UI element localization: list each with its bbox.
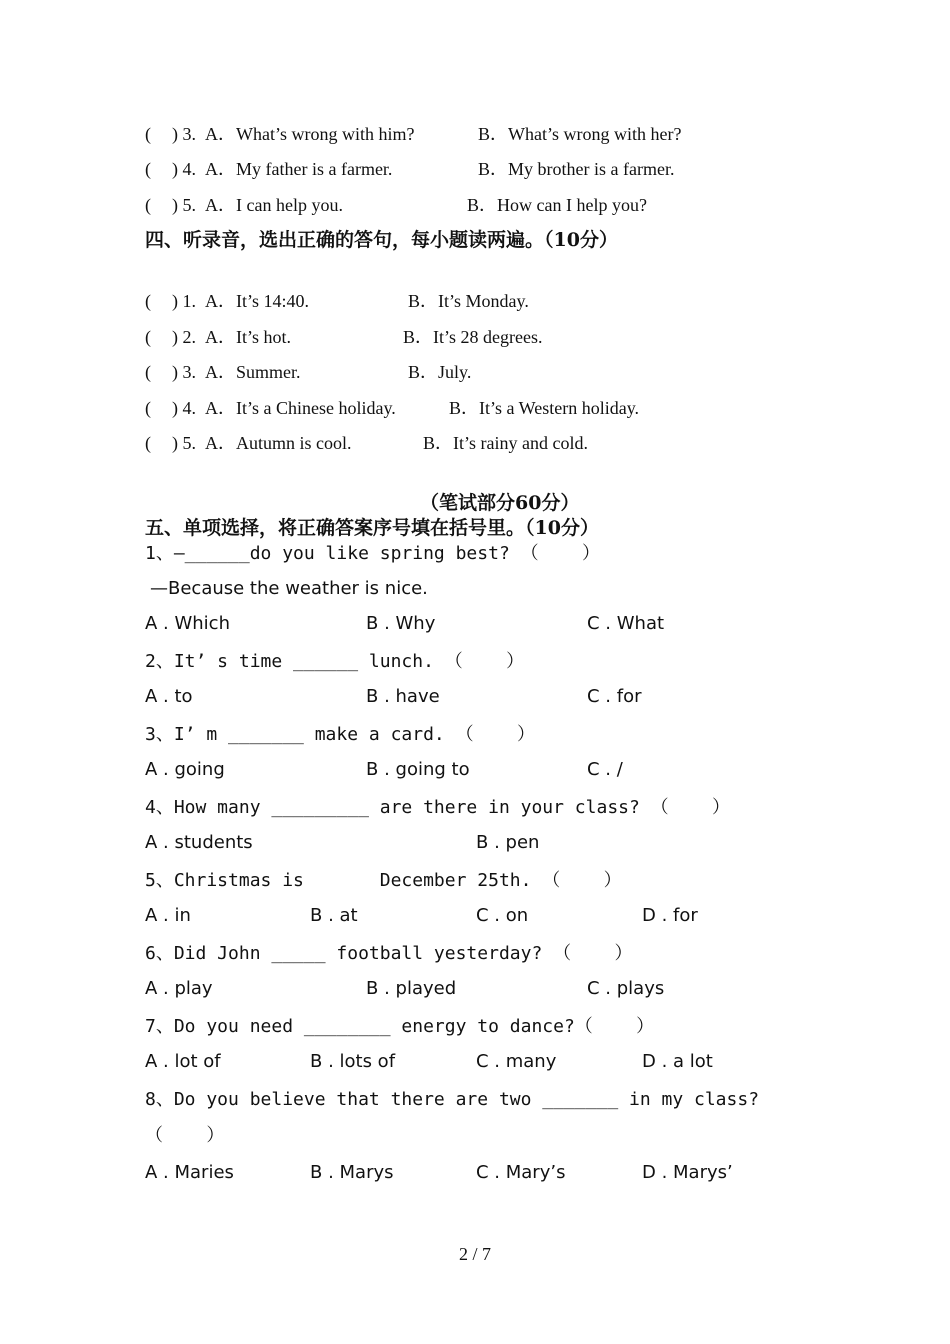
option-c[interactable]: C . Mary’s [476, 1162, 566, 1183]
item-number: ) 5. [172, 433, 196, 453]
option-a[interactable]: A . students [145, 832, 253, 853]
item-number: ) 4. [172, 159, 196, 179]
written-part-heading: （笔试部分60分） [420, 492, 580, 514]
section-4-title: 四、听录音，选出正确的答句，每小题读两遍。（10分） [145, 229, 618, 251]
option-b: B．How can I help you? [467, 195, 647, 215]
answer-bracket[interactable]: ( [145, 195, 151, 215]
option-b: B．It’s a Western holiday. [449, 398, 640, 418]
option-b[interactable]: B . Why [366, 613, 436, 634]
question-5: 5、Christmas is December 25th. （ ） [145, 870, 622, 891]
answer-bracket[interactable]: ( [145, 398, 151, 418]
item-number: ) 2. [172, 327, 196, 347]
option-a: A．Autumn is cool. [205, 433, 352, 453]
option-a: A．Summer. [205, 362, 301, 382]
item-number: ) 1. [172, 291, 196, 311]
option-b: B．It’s rainy and cold. [423, 433, 588, 453]
option-a[interactable]: A . play [145, 978, 213, 999]
answer-bracket[interactable]: ( [145, 433, 151, 453]
option-b[interactable]: B . lots of [310, 1051, 396, 1072]
option-a[interactable]: A . in [145, 905, 191, 926]
option-a[interactable]: A . Which [145, 613, 230, 634]
option-a: A．It’s a Chinese holiday. [205, 398, 396, 418]
page-number: 2 / 7 [458, 1244, 491, 1264]
option-b[interactable]: B . have [366, 686, 440, 707]
answer-bracket[interactable]: ( [145, 362, 151, 382]
item-number: ) 3. [172, 362, 196, 382]
option-c[interactable]: C . / [587, 759, 623, 780]
option-d[interactable]: D . a lot [642, 1051, 713, 1072]
option-b: B．It’s Monday. [408, 291, 529, 311]
answer-bracket[interactable]: ( [145, 291, 151, 311]
question-1-answer-line: —Because the weather is nice. [150, 578, 428, 599]
option-a[interactable]: A . going [145, 759, 225, 780]
option-d[interactable]: D . Marys’ [642, 1162, 733, 1183]
item-number: ) 4. [172, 398, 196, 418]
option-a: A．I can help you. [205, 195, 343, 215]
question-8-bracket[interactable]: （ ） [145, 1125, 225, 1146]
option-b: B．What’s wrong with her? [478, 124, 682, 144]
option-c[interactable]: C . What [587, 613, 665, 634]
option-c[interactable]: C . on [476, 905, 529, 926]
section-5-title: 五、单项选择，将正确答案序号填在括号里。（10分） [145, 517, 599, 539]
option-c[interactable]: C . for [587, 686, 642, 707]
option-a: A．It’s hot. [205, 327, 292, 347]
option-c[interactable]: C . many [476, 1051, 557, 1072]
answer-bracket[interactable]: ( [145, 159, 151, 179]
item-number: ) 5. [172, 195, 196, 215]
question-1: 1、—______do you like spring best? （ ） [145, 543, 600, 564]
option-b: B．July. [408, 362, 472, 382]
question-4: 4、How many _________ are there in your class? （ ） [145, 797, 731, 818]
answer-bracket[interactable]: ( [145, 124, 151, 144]
option-b[interactable]: B . at [310, 905, 358, 926]
question-6: 6、Did John _____ football yesterday? （ ） [145, 943, 633, 964]
question-8: 8、Do you believe that there are two _______ in my class? [145, 1089, 760, 1110]
option-a: A．It’s 14:40. [205, 291, 310, 311]
answer-bracket[interactable]: ( [145, 327, 151, 347]
option-a: A．My father is a farmer. [205, 159, 393, 179]
question-2: 2、It’ s time ______ lunch. （ ） [145, 651, 525, 672]
option-b[interactable]: B . pen [476, 832, 540, 853]
option-d[interactable]: D . for [642, 905, 698, 926]
option-b[interactable]: B . played [366, 978, 457, 999]
option-b: B．It’s 28 degrees. [403, 327, 543, 347]
question-3: 3、I’ m _______ make a card. （ ） [145, 724, 535, 745]
option-b: B．My brother is a farmer. [478, 159, 675, 179]
question-7: 7、Do you need ________ energy to dance?（ ） [145, 1016, 655, 1037]
option-b[interactable]: B . Marys [310, 1162, 394, 1183]
item-number: ) 3. [172, 124, 196, 144]
option-a[interactable]: A . Maries [145, 1162, 234, 1183]
option-a[interactable]: A . to [145, 686, 193, 707]
option-c[interactable]: C . plays [587, 978, 665, 999]
option-a[interactable]: A . lot of [145, 1051, 221, 1072]
option-a: A．What’s wrong with him? [205, 124, 415, 144]
option-b[interactable]: B . going to [366, 759, 470, 780]
